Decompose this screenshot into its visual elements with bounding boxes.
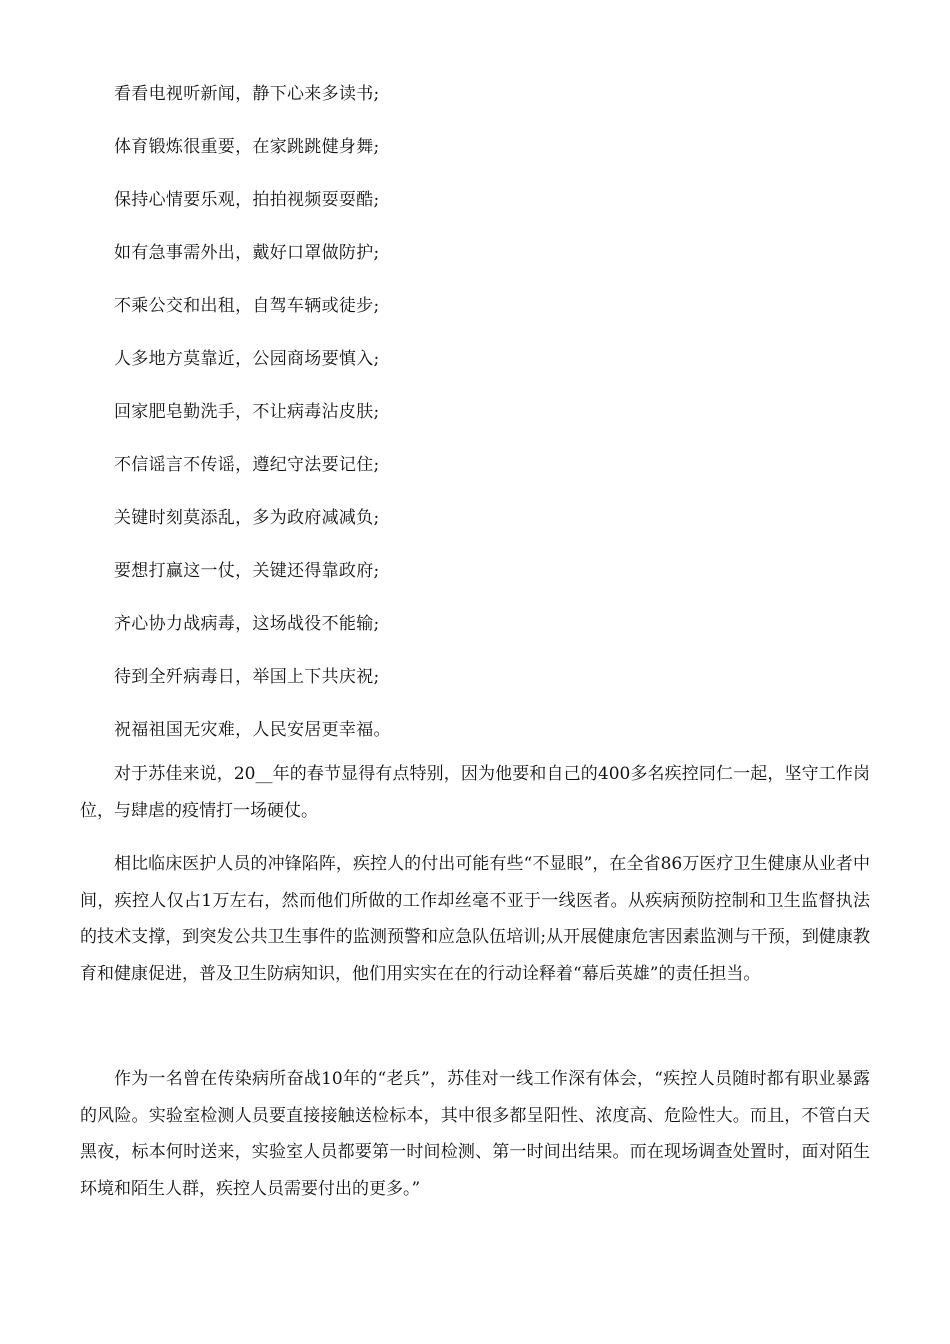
body-paragraph: 相比临床医护人员的冲锋陷阵，疾控人的付出可能有些“不显眼”，在全省86万医疗卫生健康从业者中间，疾控人仅占1万左右，然而他们所做的工作却丝毫不亚于一线医者。从疾病预防控制和卫生监督执法的技术支撑，到突发公共卫生事件的监测预警和应急队伍培训;从开展健康危害因素监测与干预，到健康教育和健康促进，普及卫生防病知识，他们用实实在在的行动诠释着“幕后英雄”的责任担当。 bbox=[80, 854, 870, 984]
verse-line: 关键时刻莫添乱，多为政府减减负; bbox=[114, 508, 380, 528]
verse-line: 要想打赢这一仗，关键还得靠政府; bbox=[114, 561, 380, 581]
verse-line: 保持心情要乐观，拍拍视频耍耍酷; bbox=[114, 190, 380, 210]
verse-line: 不乘公交和出租，自驾车辆或徒步; bbox=[114, 296, 380, 316]
verse-line: 不信谣言不传谣，遵纪守法要记住; bbox=[114, 455, 380, 475]
verse-line: 待到全歼病毒日，举国上下共庆祝; bbox=[114, 667, 380, 687]
verse-line: 祝福祖国无灾难，人民安居更幸福。 bbox=[114, 720, 391, 740]
verse-line: 看看电视听新闻，静下心来多读书; bbox=[114, 84, 380, 104]
verse-line: 如有急事需外出，戴好口罩做防护; bbox=[114, 243, 380, 263]
verse-line: 齐心协力战病毒，这场战役不能输; bbox=[114, 614, 380, 634]
body-paragraph: 对于苏佳来说，20__年的春节显得有点特别，因为他要和自己的400多名疾控同仁一起，坚守工作岗位，与肆虐的疫情打一场硬仗。 bbox=[80, 764, 870, 821]
verse-line: 回家肥皂勤洗手，不让病毒沾皮肤; bbox=[114, 402, 380, 422]
verse-line: 人多地方莫靠近，公园商场要慎入; bbox=[114, 349, 380, 369]
body-paragraph: 作为一名曾在传染病所奋战10年的“老兵”，苏佳对一线工作深有体会，“疾控人员随时都有职业暴露的风险。实验室检测人员要直接接触送检标本，其中很多都呈阳性、浓度高、危险性大。而且，不管白天黑夜，标本何时送来，实验室人员都要第一时间检测、第一时间出结果。而在现场调查处置时，面对陌生环境和陌生人群，疾控人员需要付出的更多。” bbox=[80, 1069, 870, 1199]
verse-line: 体育锻炼很重要，在家跳跳健身舞; bbox=[114, 137, 380, 157]
